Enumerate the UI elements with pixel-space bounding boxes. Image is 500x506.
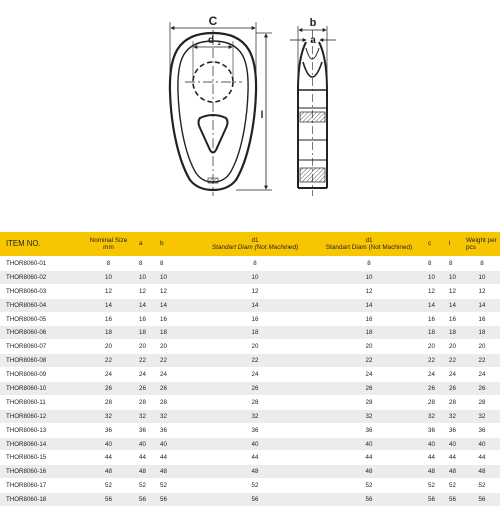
table-row <box>0 368 500 382</box>
cell-b: 56 <box>158 493 198 506</box>
cell-d1-not-machined: 56 <box>198 493 312 506</box>
cell-c: 10 <box>426 270 447 284</box>
cell-b: 52 <box>158 479 198 493</box>
cell-a: 44 <box>137 451 158 465</box>
cell-d1-standart: 48 <box>312 465 426 479</box>
cell-d1-standart: 24 <box>312 368 426 382</box>
cell-item-no: THOR8060-06 <box>0 326 80 340</box>
table-row <box>0 479 500 493</box>
cell-weight: 52 <box>464 479 500 493</box>
cell-d1-not-machined: 8 <box>198 257 312 271</box>
label-d1: d <box>208 35 214 46</box>
cell-l: 14 <box>447 298 464 312</box>
cell-b: 20 <box>158 340 198 354</box>
cell-item-no: THOR8060-18 <box>0 493 80 506</box>
cell-d1-standart: 56 <box>312 493 426 506</box>
cell-d1-not-machined: 20 <box>198 340 312 354</box>
cell-l: 32 <box>447 409 464 423</box>
cell-c: 12 <box>426 284 447 298</box>
cell-c: 26 <box>426 382 447 396</box>
cell-nominal-size: 40 <box>80 437 137 451</box>
cell-d1-not-machined: 24 <box>198 368 312 382</box>
header-d1-std-label: d1 <box>314 237 424 244</box>
cell-l: 48 <box>447 465 464 479</box>
cell-nominal-size: 8 <box>80 257 137 271</box>
header-d1-label: d1 <box>200 237 310 244</box>
cell-l: 26 <box>447 382 464 396</box>
cell-c: 28 <box>426 395 447 409</box>
cell-weight: 20 <box>464 340 500 354</box>
cell-d1-standart: 20 <box>312 340 426 354</box>
table-row <box>0 312 500 326</box>
cell-d1-standart: 26 <box>312 382 426 396</box>
cell-item-no: THOR8060-09 <box>0 368 80 382</box>
cell-b: 26 <box>158 382 198 396</box>
table-row <box>0 257 500 271</box>
cell-nominal-size: 48 <box>80 465 137 479</box>
table-header-row <box>0 232 500 257</box>
cell-c: 36 <box>426 423 447 437</box>
cell-d1-standart: 28 <box>312 395 426 409</box>
cell-c: 48 <box>426 465 447 479</box>
cell-item-no: THOR8060-01 <box>0 257 80 271</box>
cell-nominal-size: 36 <box>80 423 137 437</box>
table-row <box>0 340 500 354</box>
cell-item-no: THOR8060-13 <box>0 423 80 437</box>
cell-d1-not-machined: 26 <box>198 382 312 396</box>
header-weight: Weight per pcs <box>464 232 500 257</box>
cell-a: 8 <box>137 257 158 271</box>
cell-l: 20 <box>447 340 464 354</box>
cell-l: 22 <box>447 354 464 368</box>
cell-a: 12 <box>137 284 158 298</box>
cell-d1-not-machined: 40 <box>198 437 312 451</box>
cell-l: 52 <box>447 479 464 493</box>
cell-l: 56 <box>447 493 464 506</box>
header-a: a <box>137 232 158 257</box>
dimension-a <box>290 35 336 46</box>
cell-d1-standart: 12 <box>312 284 426 298</box>
cell-item-no: THOR8060-17 <box>0 479 80 493</box>
cell-a: 16 <box>137 312 158 326</box>
header-nominal-size <box>80 232 137 257</box>
header-l: l <box>447 232 464 257</box>
table-row <box>0 382 500 396</box>
cell-d1-not-machined: 28 <box>198 395 312 409</box>
table-row <box>0 326 500 340</box>
cell-l: 44 <box>447 451 464 465</box>
cell-l: 28 <box>447 395 464 409</box>
cell-d1-not-machined: 16 <box>198 312 312 326</box>
table-body <box>0 257 500 506</box>
cell-weight: 22 <box>464 354 500 368</box>
cell-d1-standart: 36 <box>312 423 426 437</box>
cell-weight: 12 <box>464 284 500 298</box>
cell-nominal-size: 10 <box>80 270 137 284</box>
cell-weight: 24 <box>464 368 500 382</box>
cell-item-no: THOR8060-03 <box>0 284 80 298</box>
cell-nominal-size: 22 <box>80 354 137 368</box>
cell-d1-standart: 44 <box>312 451 426 465</box>
table-row <box>0 423 500 437</box>
table-row <box>0 395 500 409</box>
cell-item-no: THOR8060-16 <box>0 465 80 479</box>
cell-a: 48 <box>137 465 158 479</box>
cell-nominal-size: 32 <box>80 409 137 423</box>
cell-l: 12 <box>447 284 464 298</box>
cell-a: 10 <box>137 270 158 284</box>
cell-weight: 32 <box>464 409 500 423</box>
label-l: l <box>261 110 264 121</box>
header-c: c <box>426 232 447 257</box>
cell-l: 36 <box>447 423 464 437</box>
table-row <box>0 298 500 312</box>
cell-d1-not-machined: 18 <box>198 326 312 340</box>
cell-l: 40 <box>447 437 464 451</box>
cell-item-no: THOR8060-05 <box>0 312 80 326</box>
cell-a: 32 <box>137 409 158 423</box>
cell-c: 56 <box>426 493 447 506</box>
cell-b: 44 <box>158 451 198 465</box>
cell-d1-standart: 10 <box>312 270 426 284</box>
cell-weight: 40 <box>464 437 500 451</box>
cell-c: 40 <box>426 437 447 451</box>
cell-d1-not-machined: 22 <box>198 354 312 368</box>
cell-item-no: THOR8060-15 <box>0 451 80 465</box>
cell-item-no: THOR8060-02 <box>0 270 80 284</box>
cell-weight: 28 <box>464 395 500 409</box>
cell-d1-standart: 18 <box>312 326 426 340</box>
cell-d1-standart: 40 <box>312 437 426 451</box>
cell-nominal-size: 12 <box>80 284 137 298</box>
cell-item-no: THOR8060-12 <box>0 409 80 423</box>
cell-c: 22 <box>426 354 447 368</box>
header-d1-sub: Standart Diam (Not Machined) <box>200 244 310 251</box>
table-row <box>0 493 500 506</box>
cell-d1-standart: 14 <box>312 298 426 312</box>
cell-b: 10 <box>158 270 198 284</box>
cell-nominal-size: 16 <box>80 312 137 326</box>
cell-a: 28 <box>137 395 158 409</box>
cell-weight: 18 <box>464 326 500 340</box>
cell-c: 20 <box>426 340 447 354</box>
cell-b: 28 <box>158 395 198 409</box>
cell-d1-not-machined: 14 <box>198 298 312 312</box>
cell-b: 14 <box>158 298 198 312</box>
label-b: b <box>310 17 317 29</box>
cell-d1-not-machined: 52 <box>198 479 312 493</box>
cell-weight: 44 <box>464 451 500 465</box>
cell-l: 16 <box>447 312 464 326</box>
cell-item-no: THOR8060-14 <box>0 437 80 451</box>
cell-c: 52 <box>426 479 447 493</box>
cell-d1-standart: 8 <box>312 257 426 271</box>
cell-l: 18 <box>447 326 464 340</box>
header-nominal-label: Nominal Size <box>90 237 128 244</box>
table-row <box>0 354 500 368</box>
cell-b: 36 <box>158 423 198 437</box>
cell-nominal-size: 52 <box>80 479 137 493</box>
cell-nominal-size: 26 <box>80 382 137 396</box>
front-view <box>170 30 256 196</box>
cell-c: 8 <box>426 257 447 271</box>
table-row <box>0 270 500 284</box>
cell-c: 18 <box>426 326 447 340</box>
label-d1-subscript: 1 <box>217 41 221 47</box>
cell-nominal-size: 28 <box>80 395 137 409</box>
cell-b: 16 <box>158 312 198 326</box>
cell-b: 22 <box>158 354 198 368</box>
cell-d1-standart: 52 <box>312 479 426 493</box>
cell-d1-standart: 16 <box>312 312 426 326</box>
cell-item-no: THOR8060-10 <box>0 382 80 396</box>
specification-table <box>0 232 500 506</box>
cell-a: 56 <box>137 493 158 506</box>
cell-c: 32 <box>426 409 447 423</box>
header-b: b <box>158 232 198 257</box>
cell-l: 10 <box>447 270 464 284</box>
table-row <box>0 465 500 479</box>
cell-nominal-size: 14 <box>80 298 137 312</box>
header-item-no: ITEM NO. <box>0 232 80 257</box>
header-d1-std-sub: Standart Diam (Not Machined) <box>314 244 424 251</box>
cell-c: 16 <box>426 312 447 326</box>
cell-d1-not-machined: 48 <box>198 465 312 479</box>
cell-a: 20 <box>137 340 158 354</box>
table-row <box>0 409 500 423</box>
cell-l: 24 <box>447 368 464 382</box>
cell-weight: 26 <box>464 382 500 396</box>
cell-d1-not-machined: 44 <box>198 451 312 465</box>
cell-nominal-size: 20 <box>80 340 137 354</box>
bottom-tip-hatch <box>208 178 218 183</box>
cell-d1-not-machined: 10 <box>198 270 312 284</box>
cell-nominal-size: 18 <box>80 326 137 340</box>
side-view <box>298 30 327 196</box>
cell-a: 14 <box>137 298 158 312</box>
cell-b: 48 <box>158 465 198 479</box>
cell-d1-not-machined: 36 <box>198 423 312 437</box>
cell-weight: 48 <box>464 465 500 479</box>
cell-weight: 36 <box>464 423 500 437</box>
cell-b: 24 <box>158 368 198 382</box>
cell-c: 14 <box>426 298 447 312</box>
cell-d1-not-machined: 12 <box>198 284 312 298</box>
cell-c: 24 <box>426 368 447 382</box>
cell-b: 40 <box>158 437 198 451</box>
header-d1-not-machined <box>198 232 312 257</box>
cell-item-no: THOR8060-04 <box>0 298 80 312</box>
cell-nominal-size: 56 <box>80 493 137 506</box>
cell-b: 32 <box>158 409 198 423</box>
cell-d1-standart: 32 <box>312 409 426 423</box>
cell-b: 12 <box>158 284 198 298</box>
cell-d1-not-machined: 32 <box>198 409 312 423</box>
cell-a: 18 <box>137 326 158 340</box>
cell-item-no: THOR8060-07 <box>0 340 80 354</box>
label-a: a <box>310 35 316 46</box>
cell-nominal-size: 44 <box>80 451 137 465</box>
cell-d1-standart: 22 <box>312 354 426 368</box>
cell-weight: 56 <box>464 493 500 506</box>
cell-nominal-size: 24 <box>80 368 137 382</box>
cell-l: 8 <box>447 257 464 271</box>
cell-c: 44 <box>426 451 447 465</box>
cell-b: 18 <box>158 326 198 340</box>
cell-weight: 8 <box>464 257 500 271</box>
cell-item-no: THOR8060-11 <box>0 395 80 409</box>
cell-a: 40 <box>137 437 158 451</box>
header-d1-standart <box>312 232 426 257</box>
header-nominal-unit: mm <box>103 244 114 251</box>
cell-a: 24 <box>137 368 158 382</box>
table-row <box>0 437 500 451</box>
table-row <box>0 451 500 465</box>
label-c: C <box>209 14 218 28</box>
technical-drawing <box>0 0 500 232</box>
cell-b: 8 <box>158 257 198 271</box>
cell-item-no: THOR8060-08 <box>0 354 80 368</box>
cell-weight: 14 <box>464 298 500 312</box>
cell-weight: 16 <box>464 312 500 326</box>
table-row <box>0 284 500 298</box>
cell-weight: 10 <box>464 270 500 284</box>
cell-a: 26 <box>137 382 158 396</box>
cell-a: 36 <box>137 423 158 437</box>
cell-a: 22 <box>137 354 158 368</box>
cell-a: 52 <box>137 479 158 493</box>
